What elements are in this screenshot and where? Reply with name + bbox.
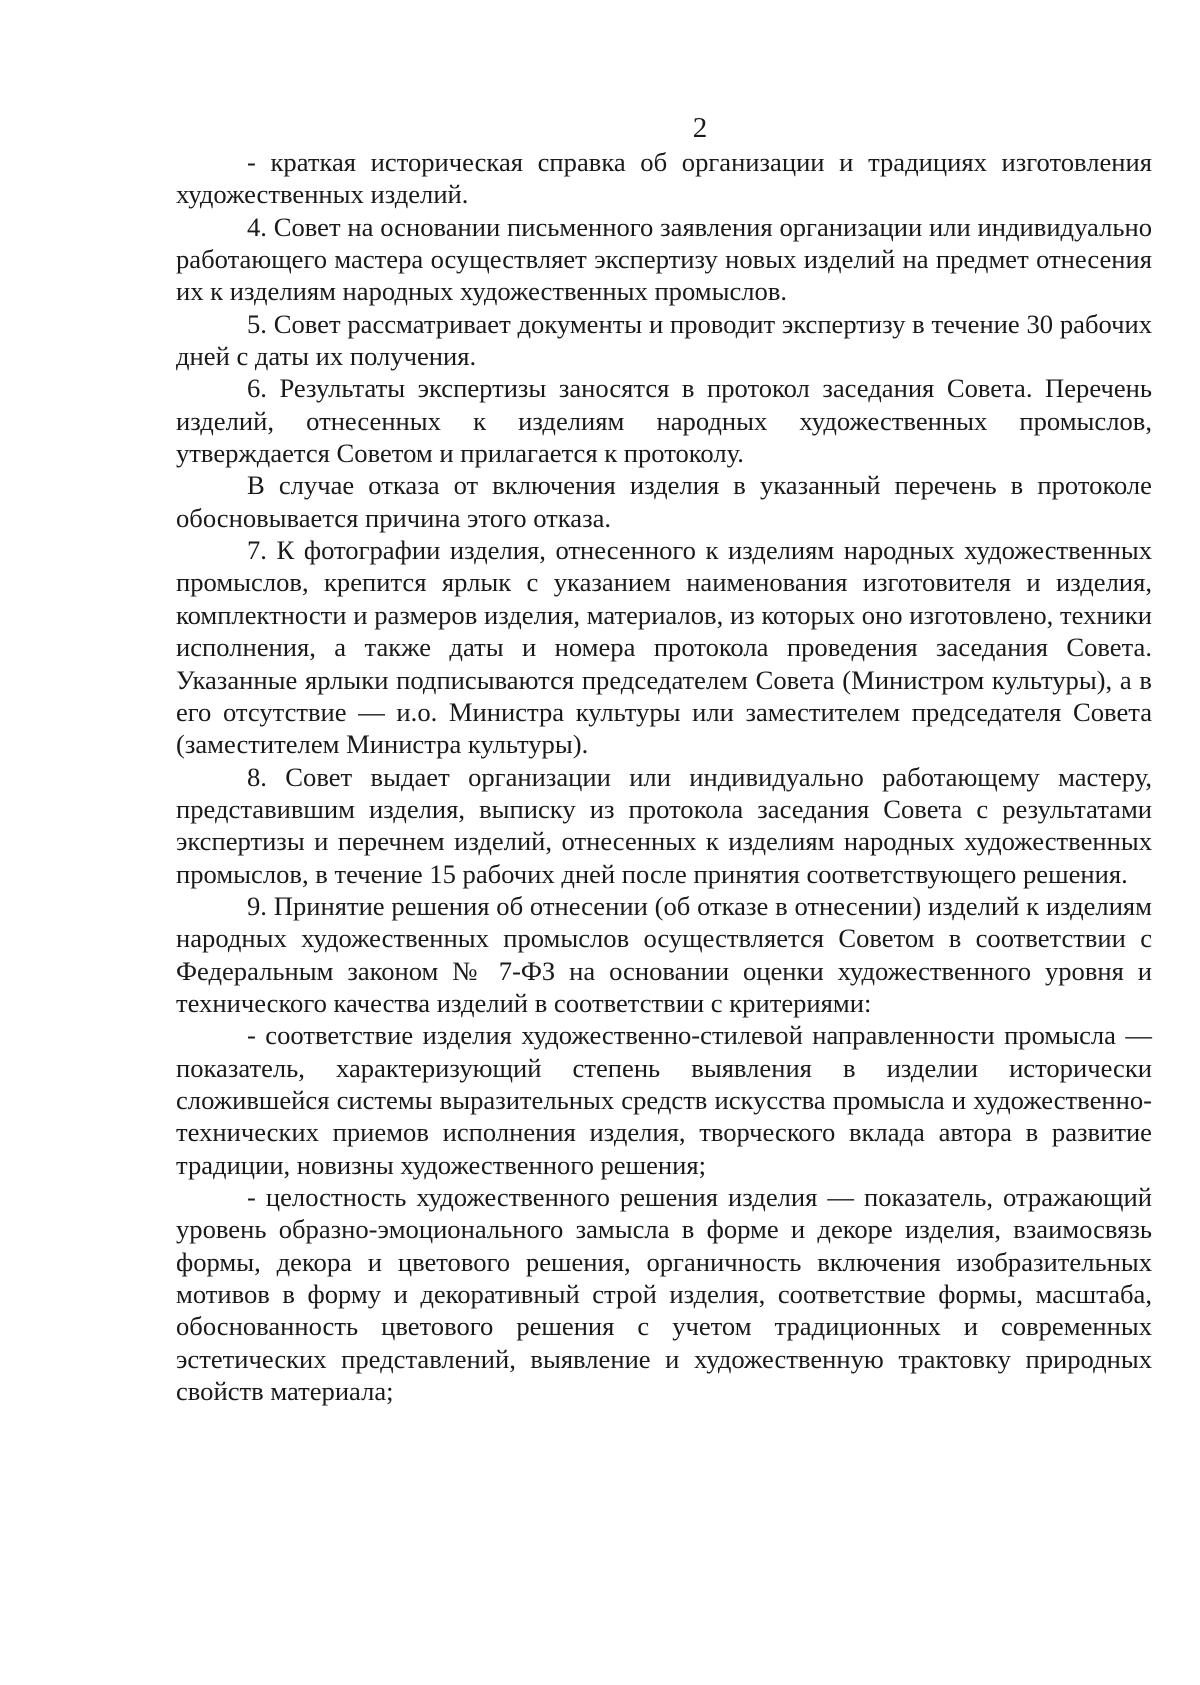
paragraph-refusal-case: В случае отказа от включения изделия в указанный перечень в протоколе обосновывается причина этого отказа. (176, 470, 1152, 533)
paragraph-item-8: 8. Совет выдает организации или индивидуально работающему мастеру, представившим изделия, выписку из протокола заседания Совета с результатами экспертизы и перечнем изделий, отнесенных к изделиям народных художественных промыслов, в течение 15 рабочих дней после принятия соответствующего решения. (176, 761, 1152, 889)
paragraph-item-4: 4. Совет на основании письменного заявления организации или индивидуально работающего мастера осуществляет экспертизу новых изделий на предмет отнесения их к изделиям народных художественных промыслов. (176, 211, 1152, 307)
paragraph-item-5: 5. Совет рассматривает документы и проводит экспертизу в течение 30 рабочих дней с даты их получения. (176, 308, 1152, 372)
paragraph-criterion-style: - соответствие изделия художественно-стилевой направленности промысла — показатель, характеризующий степень выявления в изделии исторически сложившейся системы выразительных средств искусства промысла и художественно-технических приемов исполнения изделия, творческого вклада автора в развитие традиции, новизны художественного решения; (176, 1020, 1152, 1180)
paragraph-history-note: - краткая историческая справка об организации и традициях изготовления художественных изделий. (176, 147, 1152, 210)
document-body (176, 146, 1152, 1407)
page-number: 2 (692, 112, 708, 144)
paragraph-item-6: 6. Результаты экспертизы заносятся в протокол заседания Совета. Перечень изделий, отнесенных к изделиям народных художественных промыслов, утверждается Советом и прилагается к протоколу. (176, 373, 1152, 469)
paragraph-criterion-integrity: - целостность художественного решения изделия — показатель, отражающий уровень образно-эмоционального замысла в форме и декоре изделия, взаимосвязь формы, декора и цветового решения, органичность включения изобразительных мотивов в форму и декоративный строй изделия, соответствие формы, масштаба, обоснованность цветового решения с учетом традиционных и современных эстетических представлений, выявление и художественную трактовку природных свойств материала; (176, 1182, 1152, 1407)
paragraph-item-9: 9. Принятие решения об отнесении (об отказе в отнесении) изделий к изделиям народных художественных промыслов осуществляется Советом в соответствии с Федеральным законом № 7-ФЗ на основании оценки художественного уровня и технического качества изделий в соответствии с критериями: (176, 890, 1152, 1018)
paragraph-item-7: 7. К фотографии изделия, отнесенного к изделиям народных художественных промыслов, крепится ярлык с указанием наименования изготовителя и изделия, комплектности и размеров изделия, материалов, из которых оно изготовлено, техники исполнения, а также даты и номера протокола проведения заседания Совета. Указанные ярлыки подписываются председателем Совета (Министром культуры), а в его отсутствие — и.о. Министра культуры или заместителем председателя Совета (заместителем Министра культуры). (176, 535, 1152, 760)
